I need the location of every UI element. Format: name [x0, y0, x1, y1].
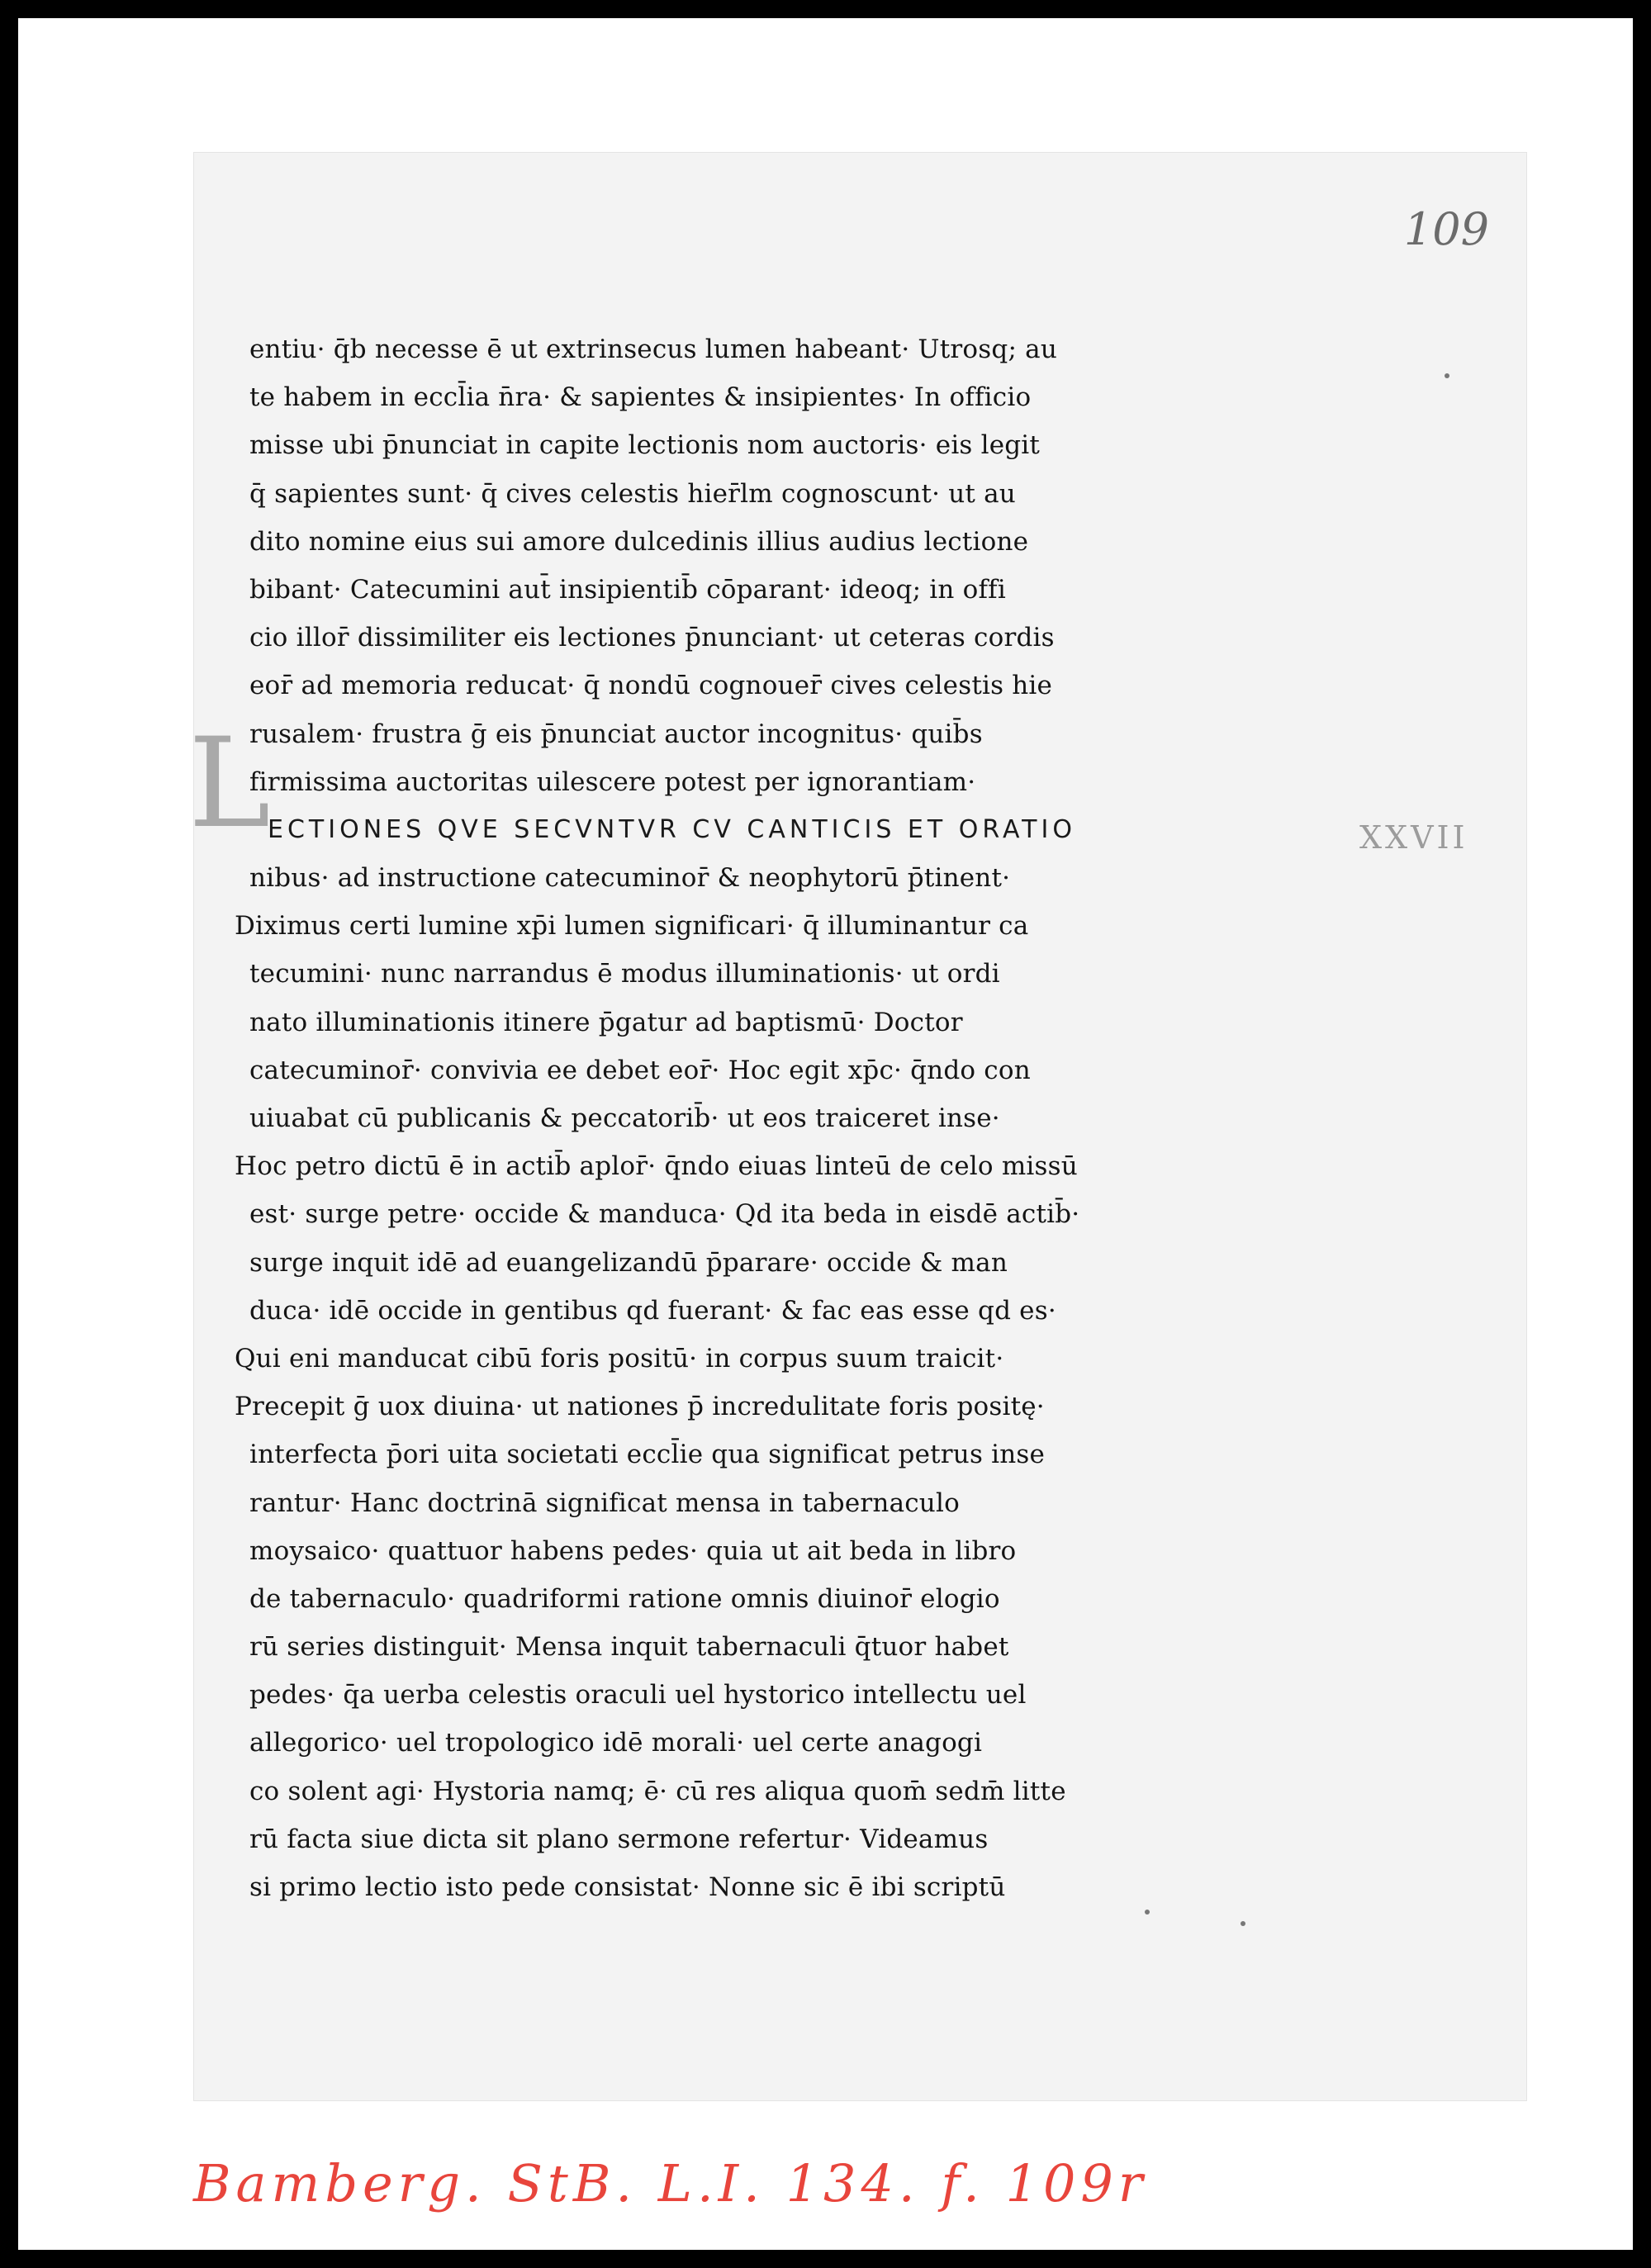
text-line: te habem in eccl̄ia n̄ra· & sapientes & insipientes· In officio: [249, 382, 1032, 413]
text-line: rusalem· frustra ḡ eis p̄nunciat auctor incognitus· quib̄s: [249, 719, 983, 749]
text-line: rū facta siue dicta sit plano sermone refertur· Videamus: [249, 1824, 989, 1854]
text-line: allegorico· uel tropologico idē morali· uel certe anagogi: [249, 1728, 983, 1758]
rubric-line: ECTIONES QVE SECVNTVR CV CANTICIS ET ORATIO: [268, 814, 1076, 844]
text-line: misse ubi p̄nunciat in capite lectionis nom auctoris· eis legit: [249, 430, 1041, 461]
decorated-initial: L: [188, 712, 271, 856]
text-line: uiuabat cū publicanis & peccatorib̄· ut eos traiceret inse·: [249, 1103, 1000, 1133]
text-line: est· surge petre· occide & manduca· Qd ita beda in eisdē actib̄·: [249, 1199, 1080, 1230]
text-line: bibant· Catecumini aut̄ insipientib̄ cōparant· ideoq; in offi: [249, 574, 1006, 605]
text-line: interfecta p̄ori uita societati eccl̄ie qua significat petrus inse: [249, 1440, 1046, 1470]
text-line: pedes· q̄a uerba celestis oraculi uel hystorico intellectu uel: [249, 1680, 1027, 1710]
chapter-number: XXVII: [1359, 819, 1468, 856]
text-line: firmissima auctoritas uilescere potest per ignorantiam·: [249, 766, 976, 797]
text-line: co solent agi· Hystoria namq; ē· cū res aliqua quom̄ sedm̄ litte: [249, 1776, 1066, 1806]
text-line: moysaico· quattuor habens pedes· quia ut ait beda in libro: [249, 1535, 1017, 1566]
text-line: surge inquit idē ad euangelizandū p̄parare· occide & man: [249, 1247, 1008, 1278]
margin-dot: [1241, 1921, 1245, 1926]
text-line: tecumini· nunc narrandus ē modus illuminationis· ut ordi: [249, 959, 1000, 989]
manuscript-leaf: [188, 152, 1527, 2101]
text-line: nato illuminationis itinere p̄gatur ad baptismū· Doctor: [249, 1007, 963, 1037]
text-line: q̄ sapientes sunt· q̄ cives celestis hier̄lm cognoscunt· ut au: [249, 478, 1016, 509]
text-block: [235, 325, 1391, 1911]
scan-frame: [18, 18, 1633, 2250]
text-line: catecuminor̄· convivia ee debet eor̄· Hoc egit xp̄c· q̄ndo con: [249, 1055, 1031, 1085]
text-line: eor̄ ad memoria reducat· q̄ nondū cognouer̄ cives celestis hie: [249, 671, 1053, 701]
text-line: entiu· q̄b necesse ē ut extrinsecus lumen habeant· Utrosq; au: [249, 335, 1057, 364]
text-line: Precepit ḡ uox diuina· ut nationes p̄ incredulitate foris positę·: [235, 1392, 1045, 1422]
folio-number: 109: [1403, 203, 1489, 255]
text-line: dito nomine eius sui amore dulcedinis illius audius lectione: [249, 526, 1029, 557]
text-line: si primo lectio isto pede consistat· Nonne sic ē ibi scriptū: [249, 1872, 1006, 1902]
text-line: nibus· ad instructione catecuminor̄ & neophytorū p̄tinent·: [249, 863, 1011, 894]
text-line: de tabernaculo· quadriformi ratione omnis diuinor̄ elogio: [249, 1583, 1000, 1614]
text-line: duca· idē occide in gentibus qd fuerant· & fac eas esse qd es·: [249, 1295, 1056, 1326]
shelfmark-annotation: Bamberg. StB. L.I. 134. f. 109r: [193, 2153, 1148, 2213]
text-line: rū series distinguit· Mensa inquit tabernaculi q̄tuor habet: [249, 1632, 1009, 1663]
text-line: rantur· Hanc doctrinā significat mensa in tabernaculo: [249, 1487, 960, 1518]
text-line: Hoc petro dictū ē in actib̄ aplor̄· q̄ndo eiuas linteū de celo missū: [235, 1151, 1078, 1182]
text-line: cio illor̄ dissimiliter eis lectiones p̄nunciant· ut ceteras cordis: [249, 623, 1055, 653]
text-line: Qui eni manducat cibū foris positū· in corpus suum traicit·: [235, 1343, 1004, 1374]
text-line: Diximus certi lumine xp̄i lumen significari· q̄ illuminantur ca: [235, 911, 1029, 942]
margin-dot: [1445, 373, 1449, 378]
